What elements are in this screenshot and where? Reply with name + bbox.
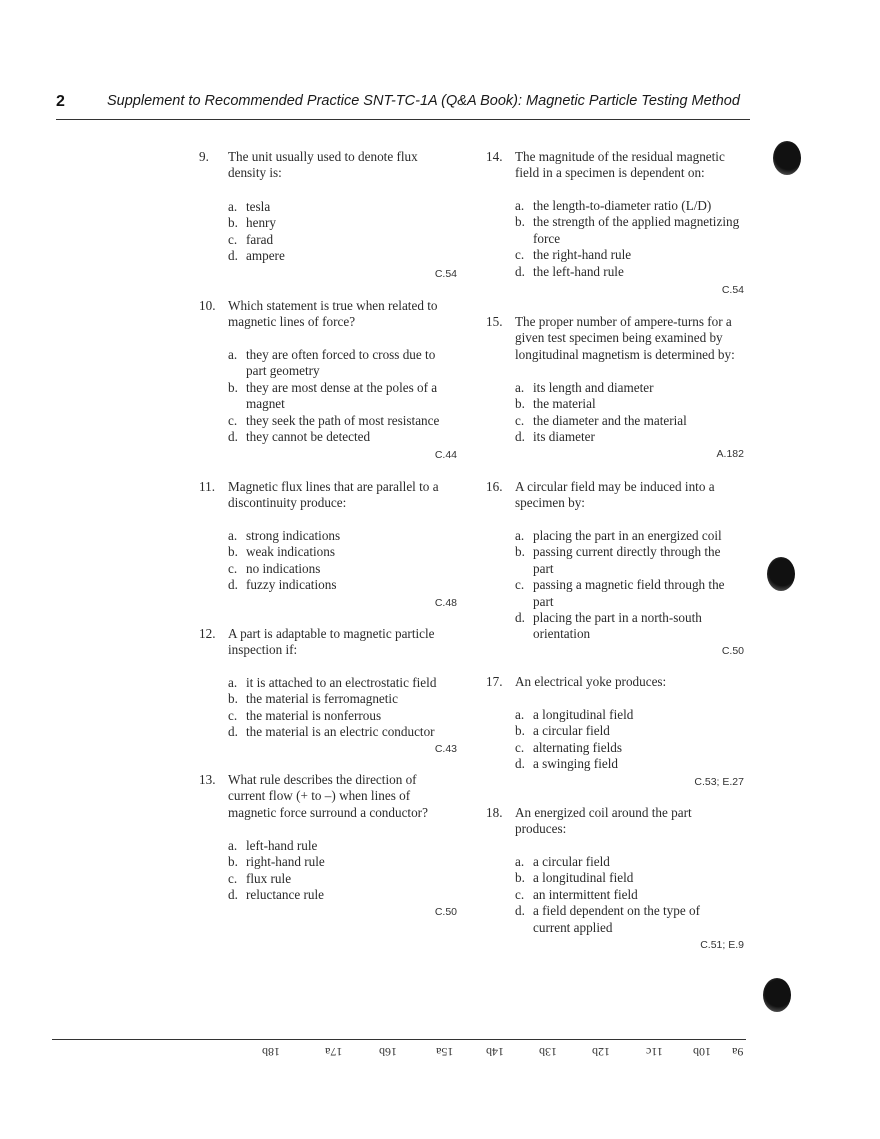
answer-key-item: 16b bbox=[379, 1045, 397, 1059]
option: d. fuzzy indications bbox=[228, 577, 337, 593]
page-header bbox=[56, 93, 750, 113]
answer-key-item: 10b bbox=[693, 1045, 711, 1059]
question-text: The unit usually used to denote flux density is: bbox=[228, 149, 418, 181]
option: b. henry bbox=[228, 215, 277, 231]
question-number: 11. bbox=[199, 479, 215, 494]
answer-key-item: 17a bbox=[325, 1045, 343, 1059]
option: d. reluctance rule bbox=[228, 887, 324, 903]
question-text: An energized coil around the part produces: bbox=[515, 805, 692, 837]
option: b. the strength of the applied magnetizing force bbox=[515, 214, 740, 246]
option: a. a circular field bbox=[515, 854, 610, 869]
page-title: Supplement to Recommended Practice SNT-TC-1A (Q&A Book): Magnetic Particle Testing Method bbox=[107, 93, 740, 109]
reference: C.53; E.27 bbox=[694, 776, 744, 788]
option: c. the diameter and the material bbox=[515, 412, 687, 428]
binder-hole-top bbox=[773, 141, 801, 175]
option: a. a longitudinal field bbox=[515, 707, 634, 722]
question-number: 14. bbox=[486, 149, 503, 164]
reference: C.54 bbox=[721, 284, 744, 296]
question-text: The proper number of ampere-turns for a given test specimen being examined by longitudinal magnetism is determined by: bbox=[515, 314, 735, 362]
answer-key-item: 9a bbox=[732, 1045, 744, 1059]
reference: C.43 bbox=[434, 743, 457, 755]
question-text: The magnitude of the residual magnetic field in a specimen is dependent on: bbox=[515, 149, 725, 181]
option: c. an intermittent field bbox=[515, 886, 638, 902]
question-number: 17. bbox=[486, 674, 503, 689]
option: b. the material is ferromagnetic bbox=[228, 691, 398, 707]
question-number: 10. bbox=[199, 298, 216, 313]
answer-key-item: 11c bbox=[646, 1045, 663, 1059]
option: d. the material is an electric conductor bbox=[228, 724, 435, 740]
option: c. the right-hand rule bbox=[515, 247, 632, 263]
option: d. ampere bbox=[228, 248, 285, 264]
reference: C.44 bbox=[434, 449, 457, 461]
option: b. they are most dense at the poles of a magnet bbox=[228, 379, 438, 412]
header-rule bbox=[56, 119, 750, 120]
question-text: A part is adaptable to magnetic particle inspection if: bbox=[228, 626, 435, 658]
option: a. the length-to-diameter ratio (L/D) bbox=[515, 198, 712, 213]
answer-key bbox=[240, 1044, 750, 1060]
answer-key-item: 13b bbox=[539, 1045, 557, 1059]
answer-key-item: 18b bbox=[262, 1045, 280, 1059]
option: c. farad bbox=[228, 231, 274, 247]
option: d. a swinging field bbox=[515, 756, 618, 772]
option: a. they are often forced to cross due to part geometry bbox=[228, 347, 436, 379]
question-text: Which statement is true when related to magnetic lines of force? bbox=[228, 298, 438, 330]
option: c. passing a magnetic field through the part bbox=[515, 577, 725, 609]
reference: A.182 bbox=[716, 448, 744, 460]
question-number: 16. bbox=[486, 479, 503, 494]
reference: C.54 bbox=[434, 268, 457, 280]
question-text: What rule describes the direction of current flow (+ to –) when lines of magnetic force surround a conductor? bbox=[228, 772, 428, 820]
option: d. they cannot be detected bbox=[228, 429, 371, 445]
option: a. tesla bbox=[228, 199, 271, 214]
option: d. the left-hand rule bbox=[515, 263, 624, 279]
question-number: 15. bbox=[486, 314, 503, 329]
question-number: 9. bbox=[199, 149, 209, 164]
option: b. a circular field bbox=[515, 723, 610, 739]
reference: C.48 bbox=[434, 597, 457, 609]
option: b. the material bbox=[515, 396, 596, 412]
option: c. the material is nonferrous bbox=[228, 707, 382, 723]
question-text: An electrical yoke produces: bbox=[515, 674, 667, 689]
option: c. flux rule bbox=[228, 870, 292, 886]
question-number: 13. bbox=[199, 772, 216, 787]
reference: C.50 bbox=[721, 645, 744, 657]
option: a. placing the part in an energized coil bbox=[515, 528, 722, 543]
option: a. left-hand rule bbox=[228, 838, 318, 853]
option: a. its length and diameter bbox=[515, 380, 654, 395]
option: b. a longitudinal field bbox=[515, 870, 634, 886]
question-text: A circular field may be induced into a specimen by: bbox=[515, 479, 715, 511]
option: a. it is attached to an electrostatic field bbox=[228, 675, 437, 690]
option: c. no indications bbox=[228, 560, 321, 576]
option: d. a field dependent on the type of current applied bbox=[515, 903, 700, 935]
footer-rule bbox=[52, 1039, 746, 1040]
option: b. weak indications bbox=[228, 544, 335, 560]
question-number: 12. bbox=[199, 626, 216, 641]
option: d. its diameter bbox=[515, 429, 595, 445]
reference: C.50 bbox=[434, 906, 457, 918]
binder-hole-bottom bbox=[763, 978, 791, 1012]
answer-key-item: 15a bbox=[436, 1045, 454, 1059]
binder-hole-middle bbox=[767, 557, 795, 591]
reference: C.51; E.9 bbox=[700, 939, 744, 951]
question-number: 18. bbox=[486, 805, 503, 820]
option: d. placing the part in a north-south orientation bbox=[515, 610, 702, 642]
page-number: 2 bbox=[56, 93, 65, 110]
answer-key-item: 14b bbox=[486, 1045, 504, 1059]
option: c. alternating fields bbox=[515, 739, 622, 755]
option: b. passing current directly through the part bbox=[515, 544, 721, 576]
option: c. they seek the path of most resistance bbox=[228, 412, 440, 428]
answer-key-item: 12b bbox=[592, 1045, 610, 1059]
question-text: Magnetic flux lines that are parallel to a discontinuity produce: bbox=[228, 479, 439, 511]
option: b. right-hand rule bbox=[228, 854, 325, 870]
option: a. strong indications bbox=[228, 528, 341, 543]
